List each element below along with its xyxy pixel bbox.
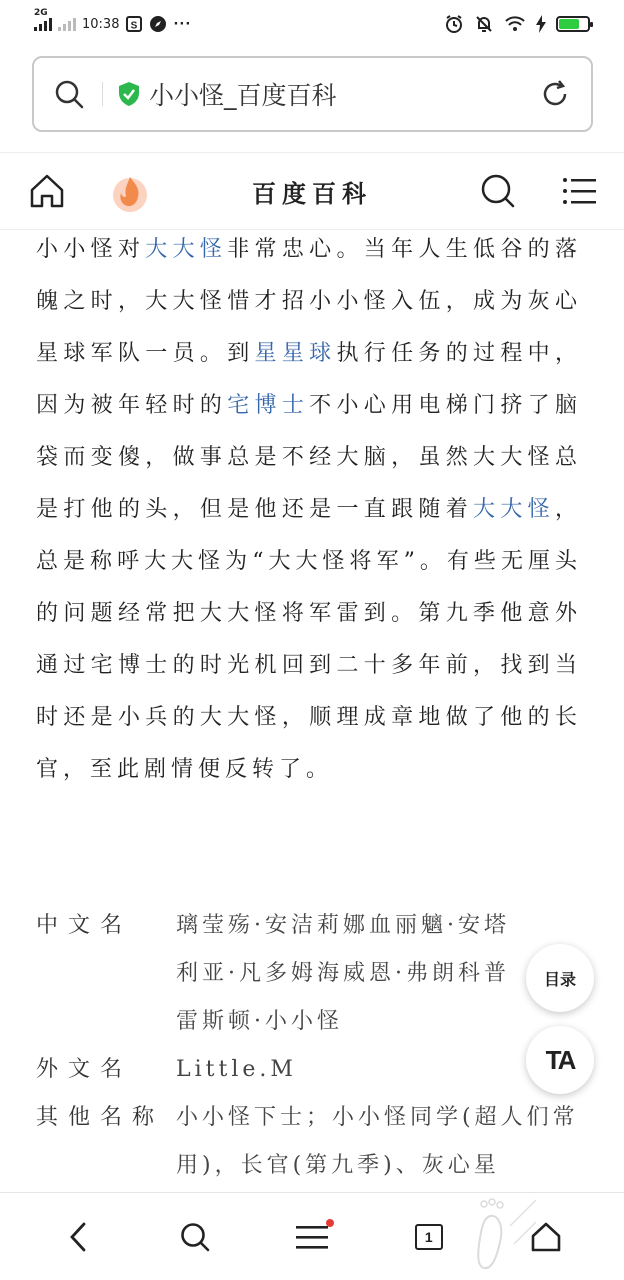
article-link[interactable]: 宅博士 (227, 393, 310, 418)
site-header (0, 152, 624, 230)
reload-icon[interactable] (539, 78, 571, 110)
address-text[interactable]: 小小怪_百度百科 (149, 81, 337, 110)
info-row (36, 1094, 588, 1190)
home-icon[interactable] (28, 172, 66, 210)
network-type: 2G (34, 8, 48, 18)
article-text: 小小怪对 (36, 237, 146, 262)
back-button[interactable] (48, 1207, 108, 1267)
article-link[interactable]: 大大怪 (145, 237, 228, 262)
header-actions (480, 173, 596, 209)
compass-icon (149, 15, 167, 33)
info-label: 其他名称 (36, 1105, 165, 1130)
screenshot-icon (125, 15, 143, 33)
info-row (36, 902, 588, 1046)
article-text: 执行任务的过程中，因为被年轻时的 (36, 341, 582, 418)
info-label: 中文名 (36, 913, 133, 938)
nav-search-button[interactable] (165, 1207, 225, 1267)
info-value: 璃莹殇·安洁莉娜血丽魑·安塔利亚·凡多姆海威恩·弗朗科普雷斯顿·小小怪 (176, 913, 510, 1034)
info-value: 小小怪下士；小小怪同学(超人们常用)，长官(第九季)、灰心星 (176, 1105, 579, 1178)
article-link[interactable]: 星星球 (254, 341, 337, 366)
alarm-icon (444, 14, 464, 34)
notification-dot (326, 1219, 334, 1227)
battery-level (559, 19, 579, 29)
tabs-button[interactable] (399, 1207, 459, 1267)
info-label: 外文名 (36, 1057, 133, 1082)
info-row (36, 1046, 588, 1094)
article-text: ，总是称呼大大怪为“大大怪将军”。有些无厘头的问题经常把大大怪将军雷到。第九季他意外通过宅博士的时光机回到二十多年前，找到当时还是小兵的大大怪，顺理成章地做了他的长官，至此剧情便反转了。 (36, 497, 582, 782)
article-text: 非常忠心。当年人生低谷的落魄之时，大大怪惜才招小小怪入伍，成为灰心星球军队一员。到 (36, 237, 582, 366)
address-divider (102, 82, 103, 106)
hamburger-icon (296, 1224, 328, 1250)
toc-button[interactable]: 目录 (526, 944, 594, 1012)
chevron-left-icon (66, 1221, 90, 1253)
status-left (34, 8, 192, 33)
footprint-watermark-icon (470, 1196, 540, 1276)
search-icon (180, 1222, 210, 1252)
battery-icon (556, 16, 590, 32)
address-bar[interactable] (32, 56, 593, 132)
search-icon[interactable] (54, 79, 84, 109)
charging-icon (536, 15, 546, 33)
wifi-icon (504, 15, 526, 33)
menu-icon[interactable] (562, 176, 596, 206)
article-text: 不小心用电梯门挤了脑袋而变傻，做事总是不经大脑，虽然大大怪总是打他的头，但是他还是一直跟随着 (36, 393, 582, 522)
basic-info (36, 902, 588, 1190)
status-right (444, 14, 590, 34)
ta-button[interactable]: TA (526, 1026, 594, 1094)
hot-flame-icon[interactable] (110, 169, 150, 213)
signal-icon (34, 8, 52, 31)
secure-shield-icon (117, 81, 141, 107)
site-title: 百度百科 (252, 178, 372, 208)
svg-text:S: S (131, 20, 138, 32)
more-icon: ··· (173, 16, 192, 32)
status-bar (0, 0, 624, 48)
article-body (36, 224, 582, 796)
tab-count: 1 (415, 1224, 443, 1250)
info-value: Little.M (176, 1057, 297, 1082)
signal-icon-secondary (58, 17, 76, 31)
article-link[interactable]: 大大怪 (473, 497, 555, 522)
status-time: 10:38 (82, 16, 120, 32)
nav-menu-button[interactable] (282, 1207, 342, 1267)
header-search-icon[interactable] (480, 173, 516, 209)
mute-icon (474, 14, 494, 34)
